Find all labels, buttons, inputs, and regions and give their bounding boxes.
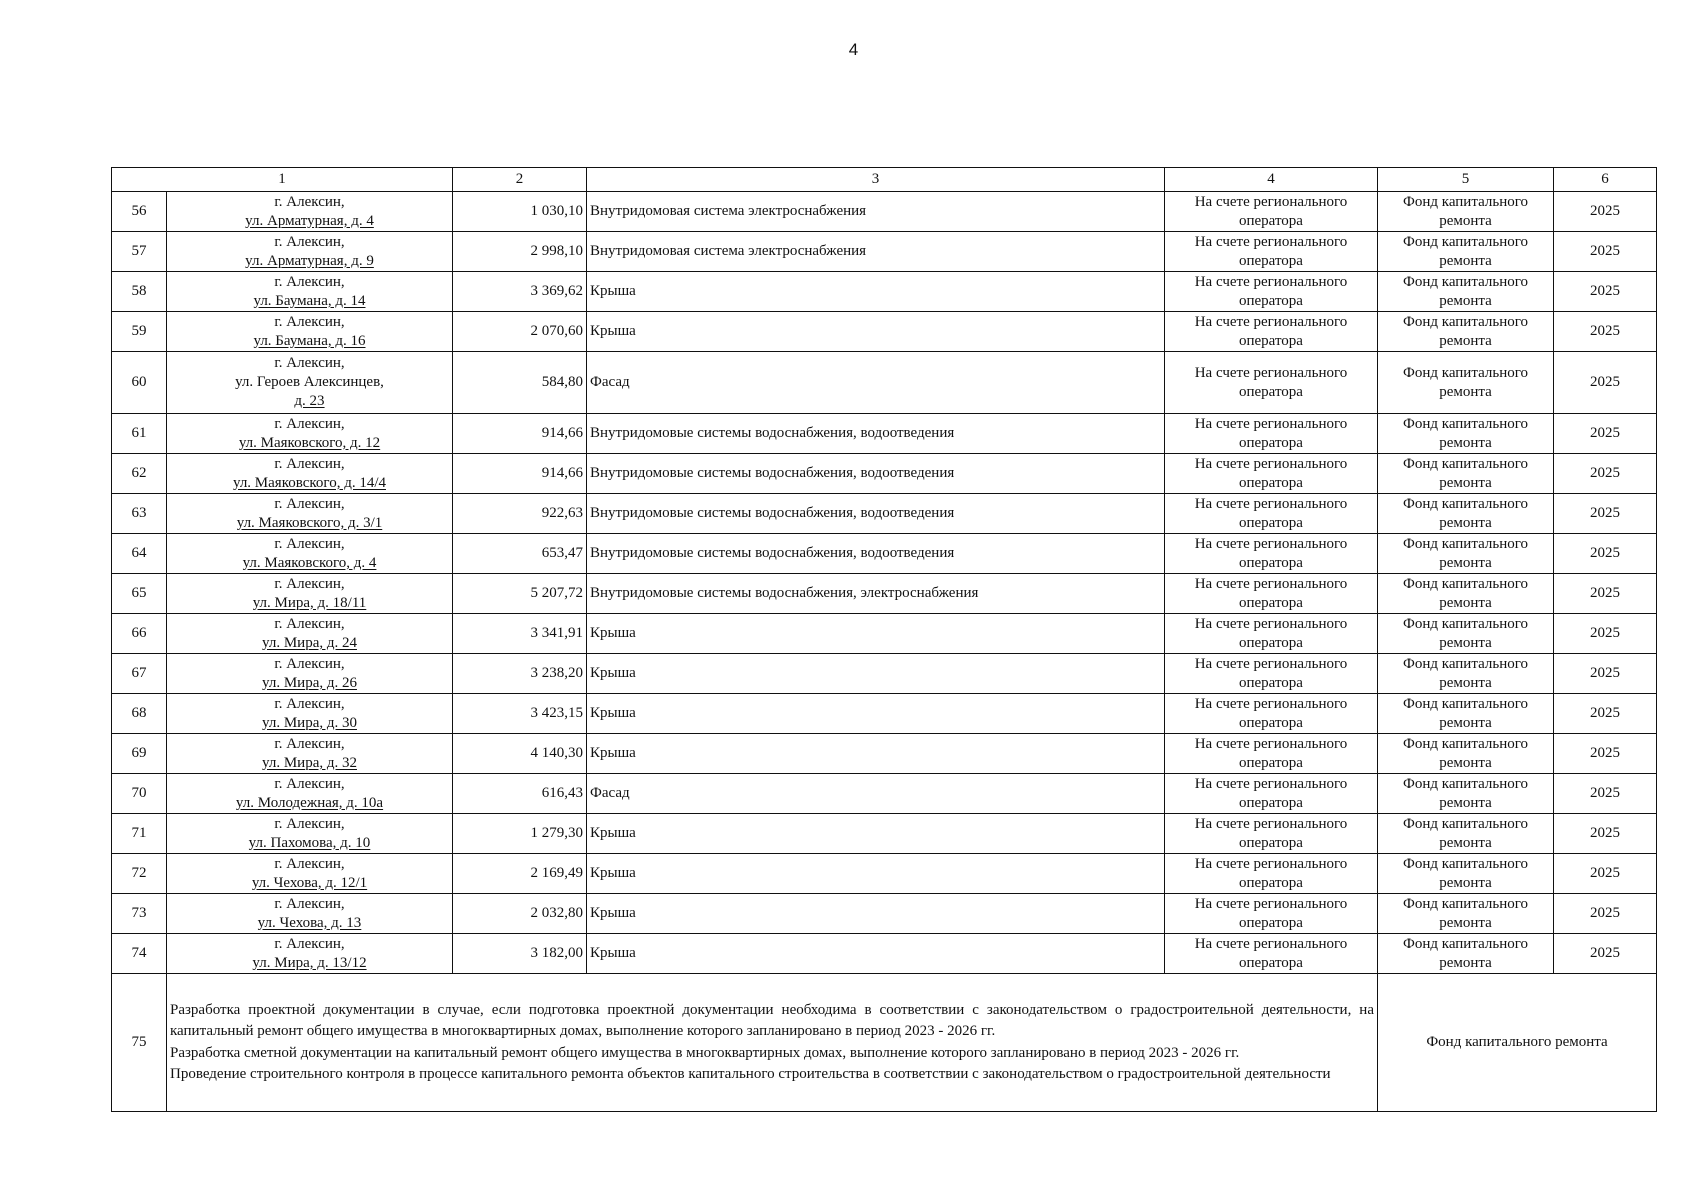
work-type-cell: Крыша (587, 894, 1165, 934)
cost-cell: 584,80 (453, 352, 587, 414)
row-number: 63 (112, 494, 167, 534)
table-row (112, 192, 1657, 232)
address-street: ул. Арматурная, д. 9 (245, 252, 374, 269)
final-paragraph-construction-control: Проведение строительного контроля в процессе капитального ремонта объектов капитального строительства в соответствии с законодательством о градостроительной деятельности (170, 1066, 1331, 1082)
address-cell (167, 934, 453, 974)
address-cell (167, 272, 453, 312)
funding-source-cell: Фонд капитального ремонта (1378, 894, 1554, 934)
year-cell: 2025 (1554, 494, 1657, 534)
address-cell (167, 814, 453, 854)
table-row (112, 814, 1657, 854)
row-number: 71 (112, 814, 167, 854)
table-row (112, 574, 1657, 614)
cost-cell: 3 182,00 (453, 934, 587, 974)
account-cell: На счете регионального оператора (1165, 574, 1378, 614)
account-cell: На счете регионального оператора (1165, 814, 1378, 854)
address-cell (167, 894, 453, 934)
work-type-cell: Крыша (587, 934, 1165, 974)
year-cell: 2025 (1554, 312, 1657, 352)
year-cell: 2025 (1554, 192, 1657, 232)
year-cell: 2025 (1554, 694, 1657, 734)
address-city: г. Алексин, (274, 695, 345, 712)
year-cell: 2025 (1554, 272, 1657, 312)
work-type-cell: Внутридомовые системы водоснабжения, водоотведения (587, 494, 1165, 534)
funding-source-cell: Фонд капитального ремонта (1378, 414, 1554, 454)
funding-source-cell: Фонд капитального ремонта (1378, 272, 1554, 312)
work-type-cell: Внутридомовая система электроснабжения (587, 232, 1165, 272)
account-cell: На счете регионального оператора (1165, 534, 1378, 574)
address-street: ул. Мира, д. 30 (262, 714, 357, 731)
address-cell (167, 614, 453, 654)
cost-cell: 616,43 (453, 774, 587, 814)
funding-source-cell: Фонд капитального ремонта (1378, 312, 1554, 352)
cost-cell: 914,66 (453, 414, 587, 454)
work-type-cell: Крыша (587, 272, 1165, 312)
account-cell: На счете регионального оператора (1165, 614, 1378, 654)
funding-source-cell: Фонд капитального ремонта (1378, 454, 1554, 494)
address-city: г. Алексин, (274, 193, 345, 210)
table-body (112, 192, 1657, 974)
cost-cell: 3 341,91 (453, 614, 587, 654)
row-number: 68 (112, 694, 167, 734)
final-paragraph-estimate-docs: Разработка сметной документации на капитальный ремонт общего имущества в многоквартирных домах, выполнение которого запланировано в период 2023 - 2026 гг. (170, 1044, 1240, 1061)
address-cell (167, 694, 453, 734)
address-street: ул. Маяковского, д. 3/1 (236, 514, 383, 531)
address-cell (167, 232, 453, 272)
account-cell: На счете регионального оператора (1165, 232, 1378, 272)
address-city: г. Алексин, (274, 575, 345, 592)
final-row-source: Фонд капитального ремонта (1378, 974, 1657, 1112)
address-city: г. Алексин, (274, 615, 345, 632)
final-paragraph-project-docs: Разработка проектной документации в случае, если подготовка проектной документации необходима в соответствии с законодательством о градостроительной деятельности, на капитальный ремонт общего имущества в многоквартирных домах, выполнение которого запланировано в период 2023 - 2026 гг. (170, 1001, 1374, 1039)
year-cell: 2025 (1554, 934, 1657, 974)
account-cell: На счете регионального оператора (1165, 352, 1378, 414)
funding-source-cell: Фонд капитального ремонта (1378, 734, 1554, 774)
address-cell (167, 774, 453, 814)
table-row (112, 454, 1657, 494)
work-type-cell: Крыша (587, 814, 1165, 854)
funding-source-cell: Фонд капитального ремонта (1378, 534, 1554, 574)
work-type-cell: Крыша (587, 614, 1165, 654)
work-type-cell: Крыша (587, 694, 1165, 734)
cost-cell: 653,47 (453, 534, 587, 574)
address-city: г. Алексин, (274, 815, 345, 832)
year-cell: 2025 (1554, 614, 1657, 654)
account-cell: На счете регионального оператора (1165, 894, 1378, 934)
row-number: 60 (112, 352, 167, 414)
table-row (112, 854, 1657, 894)
table-row (112, 894, 1657, 934)
row-number: 74 (112, 934, 167, 974)
row-number: 66 (112, 614, 167, 654)
header-col-3: 3 (587, 168, 1165, 192)
year-cell: 2025 (1554, 654, 1657, 694)
cost-cell: 922,63 (453, 494, 587, 534)
work-type-cell: Крыша (587, 654, 1165, 694)
cost-cell: 2 032,80 (453, 894, 587, 934)
cost-cell: 5 207,72 (453, 574, 587, 614)
funding-source-cell: Фонд капитального ремонта (1378, 192, 1554, 232)
address-cell (167, 734, 453, 774)
address-cell (167, 192, 453, 232)
table-row (112, 614, 1657, 654)
funding-source-cell: Фонд капитального ремонта (1378, 352, 1554, 414)
row-number: 57 (112, 232, 167, 272)
address-street: ул. Маяковского, д. 4 (242, 554, 377, 571)
address-cell (167, 312, 453, 352)
work-type-cell: Крыша (587, 734, 1165, 774)
work-type-cell: Крыша (587, 312, 1165, 352)
work-type-cell: Внутридомовые системы водоснабжения, водоотведения (587, 534, 1165, 574)
address-cell (167, 414, 453, 454)
year-cell: 2025 (1554, 734, 1657, 774)
header-col-6: 6 (1554, 168, 1657, 192)
funding-source-cell: Фонд капитального ремонта (1378, 232, 1554, 272)
address-city: г. Алексин, (274, 735, 345, 752)
address-city: г. Алексин, (274, 895, 345, 912)
year-cell: 2025 (1554, 854, 1657, 894)
address-city: г. Алексин, (274, 535, 345, 552)
row-number: 59 (112, 312, 167, 352)
account-cell: На счете регионального оператора (1165, 654, 1378, 694)
account-cell: На счете регионального оператора (1165, 454, 1378, 494)
work-type-cell: Фасад (587, 774, 1165, 814)
row-number: 58 (112, 272, 167, 312)
table-row (112, 694, 1657, 734)
address-street: ул. Мира, д. 32 (262, 754, 357, 771)
cost-cell: 2 998,10 (453, 232, 587, 272)
account-cell: На счете регионального оператора (1165, 694, 1378, 734)
table-row (112, 774, 1657, 814)
address-cell (167, 574, 453, 614)
address-street-cont: д. 23 (294, 393, 325, 409)
address-city: г. Алексин, (274, 455, 345, 472)
work-type-cell: Крыша (587, 854, 1165, 894)
row-number: 65 (112, 574, 167, 614)
address-cell (167, 494, 453, 534)
address-city: г. Алексин, (274, 935, 345, 952)
funding-source-cell: Фонд капитального ремонта (1378, 494, 1554, 534)
row-number: 73 (112, 894, 167, 934)
header-col-4: 4 (1165, 168, 1378, 192)
year-cell: 2025 (1554, 352, 1657, 414)
cost-cell: 1 279,30 (453, 814, 587, 854)
address-city: г. Алексин, (274, 495, 345, 512)
year-cell: 2025 (1554, 774, 1657, 814)
address-street: ул. Мира, д. 18/11 (252, 594, 367, 611)
address-cell (167, 454, 453, 494)
address-street: ул. Маяковского, д. 14/4 (232, 474, 386, 491)
table-row (112, 312, 1657, 352)
address-cell (167, 534, 453, 574)
work-type-cell: Фасад (587, 352, 1165, 414)
funding-source-cell: Фонд капитального ремонта (1378, 694, 1554, 734)
address-city: г. Алексин, (274, 655, 345, 672)
address-street: ул. Героев Алексинцев, (235, 374, 384, 390)
address-street: ул. Чехова, д. 13 (257, 914, 362, 931)
address-street: ул. Баумана, д. 14 (253, 292, 366, 309)
year-cell: 2025 (1554, 454, 1657, 494)
cost-cell: 2 070,60 (453, 312, 587, 352)
year-cell: 2025 (1554, 534, 1657, 574)
funding-source-cell: Фонд капитального ремонта (1378, 814, 1554, 854)
year-cell: 2025 (1554, 574, 1657, 614)
account-cell: На счете регионального оператора (1165, 854, 1378, 894)
account-cell: На счете регионального оператора (1165, 192, 1378, 232)
row-number: 67 (112, 654, 167, 694)
table-row (112, 352, 1657, 414)
address-city: г. Алексин, (274, 775, 345, 792)
header-col-2: 2 (453, 168, 587, 192)
funding-source-cell: Фонд капитального ремонта (1378, 854, 1554, 894)
account-cell: На счете регионального оператора (1165, 494, 1378, 534)
cost-cell: 1 030,10 (453, 192, 587, 232)
row-number: 64 (112, 534, 167, 574)
address-city: г. Алексин, (274, 855, 345, 872)
address-street: ул. Баумана, д. 16 (253, 332, 366, 349)
address-city: г. Алексин, (274, 355, 345, 371)
cost-cell: 914,66 (453, 454, 587, 494)
header-col-5: 5 (1378, 168, 1554, 192)
address-cell (167, 352, 453, 414)
row-number: 56 (112, 192, 167, 232)
page-number: 4 (848, 40, 859, 59)
work-type-cell: Внутридомовые системы водоснабжения, водоотведения (587, 414, 1165, 454)
funding-source-cell: Фонд капитального ремонта (1378, 654, 1554, 694)
table-row (112, 654, 1657, 694)
table-row (112, 272, 1657, 312)
address-city: г. Алексин, (274, 415, 345, 432)
address-cell (167, 854, 453, 894)
address-city: г. Алексин, (274, 313, 345, 330)
table-row (112, 934, 1657, 974)
address-street: ул. Мира, д. 26 (262, 674, 357, 691)
work-type-cell: Внутридомовые системы водоснабжения, водоотведения (587, 454, 1165, 494)
header-col-1: 1 (112, 168, 453, 192)
final-row (112, 974, 1657, 1112)
address-street: ул. Пахомова, д. 10 (248, 834, 371, 851)
account-cell: На счете регионального оператора (1165, 312, 1378, 352)
year-cell: 2025 (1554, 814, 1657, 854)
row-number: 62 (112, 454, 167, 494)
funding-source-cell: Фонд капитального ремонта (1378, 934, 1554, 974)
address-city: г. Алексин, (274, 233, 345, 250)
header-row (112, 168, 1657, 192)
work-type-cell: Внутридомовые системы водоснабжения, электроснабжения (587, 574, 1165, 614)
year-cell: 2025 (1554, 232, 1657, 272)
cost-cell: 3 369,62 (453, 272, 587, 312)
row-number: 70 (112, 774, 167, 814)
account-cell: На счете регионального оператора (1165, 414, 1378, 454)
address-street: ул. Чехова, д. 12/1 (251, 874, 368, 891)
capital-repair-table (111, 167, 1657, 1112)
funding-source-cell: Фонд капитального ремонта (1378, 614, 1554, 654)
row-number: 75 (112, 974, 167, 1112)
cost-cell: 3 423,15 (453, 694, 587, 734)
address-street: ул. Мира, д. 13/12 (252, 954, 367, 971)
account-cell: На счете регионального оператора (1165, 734, 1378, 774)
table-row (112, 414, 1657, 454)
funding-source-cell: Фонд капитального ремонта (1378, 574, 1554, 614)
year-cell: 2025 (1554, 414, 1657, 454)
address-city: г. Алексин, (274, 273, 345, 290)
row-number: 61 (112, 414, 167, 454)
account-cell: На счете регионального оператора (1165, 934, 1378, 974)
table-row (112, 232, 1657, 272)
work-type-cell: Внутридомовая система электроснабжения (587, 192, 1165, 232)
address-street: ул. Молодежная, д. 10а (235, 794, 384, 811)
cost-cell: 4 140,30 (453, 734, 587, 774)
cost-cell: 3 238,20 (453, 654, 587, 694)
address-street: ул. Мира, д. 24 (262, 634, 357, 651)
table-row (112, 494, 1657, 534)
address-street: ул. Маяковского, д. 12 (238, 434, 381, 451)
table-row (112, 734, 1657, 774)
row-number: 69 (112, 734, 167, 774)
year-cell: 2025 (1554, 894, 1657, 934)
final-row-description (167, 974, 1378, 1112)
row-number: 72 (112, 854, 167, 894)
funding-source-cell: Фонд капитального ремонта (1378, 774, 1554, 814)
table-row (112, 534, 1657, 574)
account-cell: На счете регионального оператора (1165, 774, 1378, 814)
address-street: ул. Арматурная, д. 4 (245, 212, 374, 229)
cost-cell: 2 169,49 (453, 854, 587, 894)
account-cell: На счете регионального оператора (1165, 272, 1378, 312)
address-cell (167, 654, 453, 694)
